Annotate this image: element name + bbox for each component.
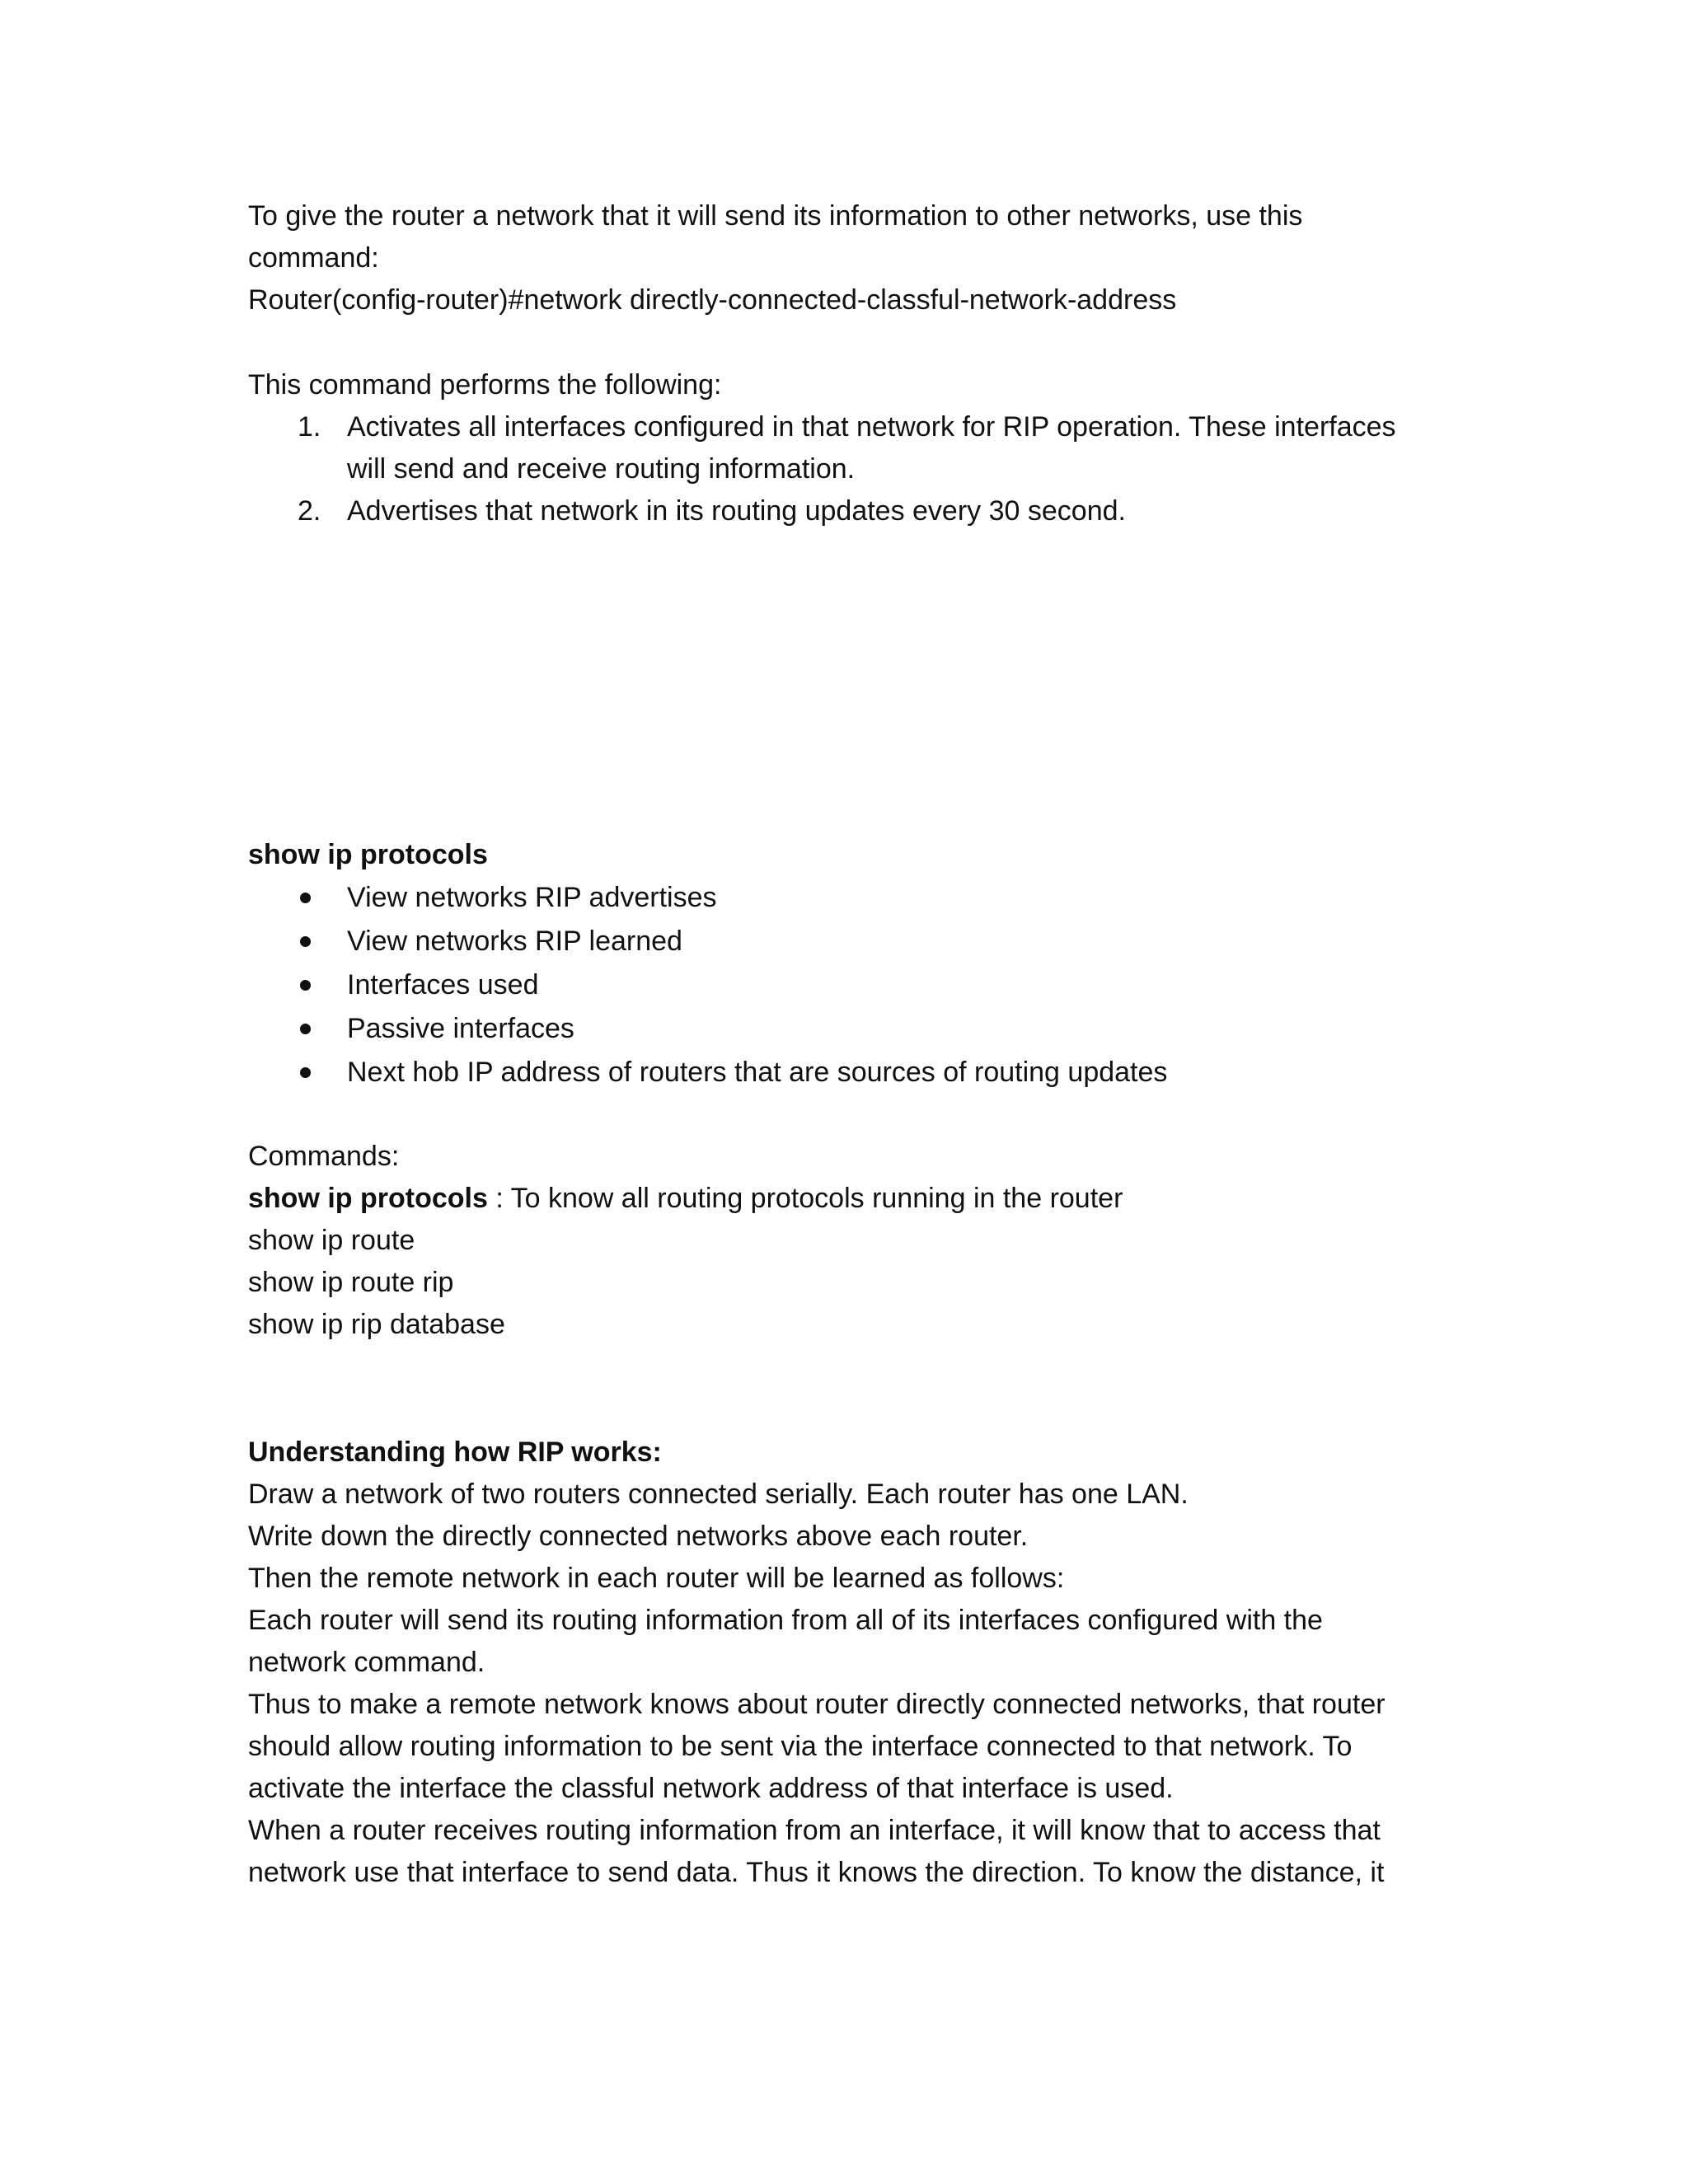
show-ip-protocols-heading: show ip protocols [248,839,488,870]
understanding-heading: Understanding how RIP works: [248,1436,662,1468]
bullet-item-3: Interfaces used [347,969,539,1001]
understanding-line-1: Draw a network of two routers connected serially. Each router has one LAN. [248,1479,1189,1510]
intro-line-2: command: [248,242,379,274]
bullet-icon [300,980,311,991]
commands-line-1-description: : To know all routing protocols running in the router [487,1183,1123,1214]
bullet-item-2: View networks RIP learned [347,926,682,957]
bullet-item-5: Next hob IP address of routers that are sources of routing updates [347,1057,1168,1088]
understanding-line-8: activate the interface the classful network address of that interface is used. [248,1773,1174,1804]
bullet-icon [300,893,311,903]
commands-line-3: show ip route rip [248,1267,454,1298]
numbered-item-1-number: 1. [298,411,321,443]
numbered-item-2-line-1: Advertises that network in its routing updates every 30 second. [347,495,1126,527]
bullet-icon [300,936,311,947]
understanding-line-10: network use that interface to send data. Thus it knows the direction. To know the distance, it [248,1857,1385,1888]
understanding-line-7: should allow routing information to be sent via the interface connected to that network. To [248,1731,1353,1762]
numbered-item-1-line-2: will send and receive routing information. [347,453,856,485]
commands-line-2: show ip route [248,1225,415,1256]
commands-line-1-command: show ip protocols [248,1183,488,1214]
understanding-line-3: Then the remote network in each router will be learned as follows: [248,1563,1065,1594]
commands-line-4: show ip rip database [248,1309,505,1340]
numbered-item-1-line-1: Activates all interfaces configured in that network for RIP operation. These interfaces [347,411,1396,443]
bullet-item-1: View networks RIP advertises [347,882,717,913]
bullet-item-4: Passive interfaces [347,1013,574,1044]
intro-line-1: To give the router a network that it will send its information to other networks, use this [248,200,1303,232]
understanding-line-5: network command. [248,1647,485,1678]
understanding-line-2: Write down the directly connected networks above each router. [248,1521,1029,1552]
bullet-icon [300,1024,311,1034]
bullet-icon [300,1067,311,1078]
performs-heading: This command performs the following: [248,369,722,401]
commands-heading: Commands: [248,1141,400,1172]
intro-command: Router(config-router)#network directly-connected-classful-network-address [248,284,1177,316]
numbered-item-2-number: 2. [298,495,321,527]
commands-line-1 [248,1177,1123,1220]
understanding-line-6: Thus to make a remote network knows about router directly connected networks, that router [248,1689,1386,1720]
understanding-line-4: Each router will send its routing information from all of its interfaces configured with the [248,1605,1323,1636]
understanding-line-9: When a router receives routing information from an interface, it will know that to access that [248,1815,1381,1846]
